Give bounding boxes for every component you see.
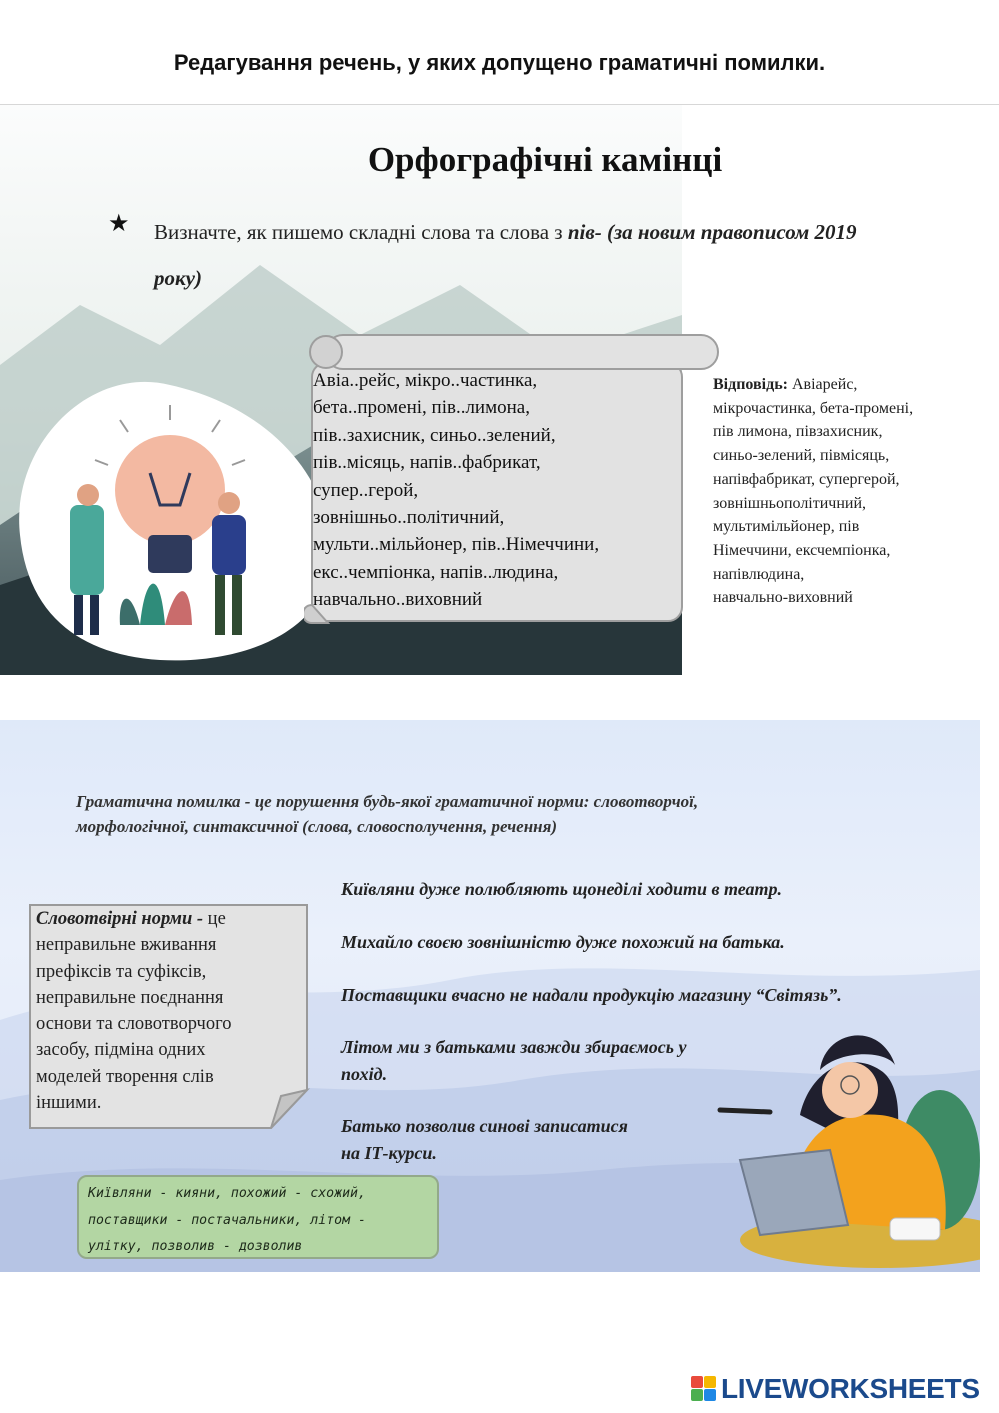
girl-face-icon	[822, 1062, 878, 1118]
page-title: Редагування речень, у яких допущено граматичні помилки.	[173, 50, 826, 75]
exercise-line: бета..промені, пів..лимона,	[313, 397, 530, 419]
definition-line: Граматична помилка - це порушення будь-якої граматичної норми: словотворчої,	[76, 792, 699, 811]
definition-line: морфологічної, синтаксичної (слова, словосполучення, речення)	[76, 817, 558, 836]
grammar-definition	[76, 789, 906, 839]
sentence-5-line2: на ІТ-курси.	[341, 1143, 437, 1163]
answer-line: синьо-зелений, півмісяць,	[713, 447, 890, 465]
answer-block	[713, 373, 983, 610]
answer-line: зовнішньополітичний,	[713, 494, 867, 512]
answer-box-text	[88, 1181, 433, 1261]
liveworksheets-logo[interactable]	[691, 1374, 980, 1404]
note-line: префіксів та суфіксів,	[36, 961, 207, 982]
sentence-3: Поставщики вчасно не надали продукцію магазину “Світязь”.	[341, 985, 842, 1005]
note-line: неправильне поєднання	[36, 987, 224, 1008]
exercise-line: зовнішньо..політичний,	[313, 507, 505, 529]
slide1-heading: Орфографічні камінці	[367, 140, 723, 179]
note-line: неправильне вживання	[36, 935, 217, 956]
note-line: це	[203, 909, 226, 929]
sentence-2: Михайло своєю зовнішністю дуже похожий на батька.	[341, 932, 785, 952]
note-line: основи та словотворчого	[36, 1014, 232, 1035]
exercise-line: мульти..мільйонер, пів..Німеччини,	[313, 534, 600, 556]
answer-line: напівлюдина,	[713, 565, 805, 583]
sentence-5-line1: Батько позволив синові записатися	[341, 1116, 628, 1136]
slide1-task	[154, 209, 874, 301]
sentence-1: Київляни дуже полюбляють щонеділі ходити в театр.	[341, 879, 783, 899]
tablet-icon	[740, 1150, 848, 1235]
lightbulb-icon	[115, 435, 225, 545]
logo-cubes-icon	[691, 1376, 717, 1402]
answer-line: Німеччини, ексчемпіонка,	[713, 541, 891, 559]
exercise-line: екс..чемпіонка, напів..людина,	[313, 561, 559, 583]
answer-line: напівфабрикат, супергерой,	[713, 470, 900, 488]
note-line: моделей творення слів	[36, 1066, 214, 1087]
answer-line: навчально-виховний	[713, 589, 853, 607]
logo-text: LIVEWORKSHEETS	[721, 1373, 980, 1404]
answer-box-line: поставщики - постачальники, літом -	[88, 1212, 366, 1228]
sentence-4-line2: похід.	[341, 1064, 388, 1084]
answer-line: мікрочастинка, бета-промені,	[713, 399, 914, 417]
star-icon: ★	[108, 210, 130, 237]
slide-grammar	[0, 720, 980, 1272]
answer-line: Авіарейс,	[788, 376, 858, 393]
slide-spelling	[0, 105, 999, 675]
note-text	[36, 906, 301, 1116]
exercise-line: Авіа..рейс, мікро..частинка,	[313, 370, 538, 391]
answer-box-line: улітку, позволив - дозволив	[88, 1239, 303, 1254]
answer-label: Відповідь:	[713, 376, 788, 393]
exercise-line: навчально..виховний	[313, 589, 483, 611]
note-line: засобу, підміна одних	[36, 1040, 206, 1061]
answer-line: мультимільйонер, пів	[713, 518, 860, 536]
task-bold: пів- (за новим правописом 2019 року)	[154, 220, 857, 290]
note-line: іншими.	[36, 1093, 102, 1114]
exercise-line: пів..захисник, синьо..зелений,	[313, 424, 556, 446]
exercise-line: супер..герой,	[313, 479, 419, 501]
task-plain: Визначте, як пишемо складні слова та слова з	[154, 220, 568, 244]
sentence-4-line1: Літом ми з батьками завжди збираємось у	[341, 1037, 687, 1057]
exercise-line: пів..місяць, напів..фабрикат,	[313, 452, 541, 474]
note-bold: Словотвірні норми -	[36, 909, 204, 929]
answer-line: пів лимона, півзахисник,	[713, 423, 883, 441]
answer-box-line: Київляни - кияни, похожий - схожий,	[88, 1186, 366, 1201]
exercise-text	[313, 367, 683, 614]
